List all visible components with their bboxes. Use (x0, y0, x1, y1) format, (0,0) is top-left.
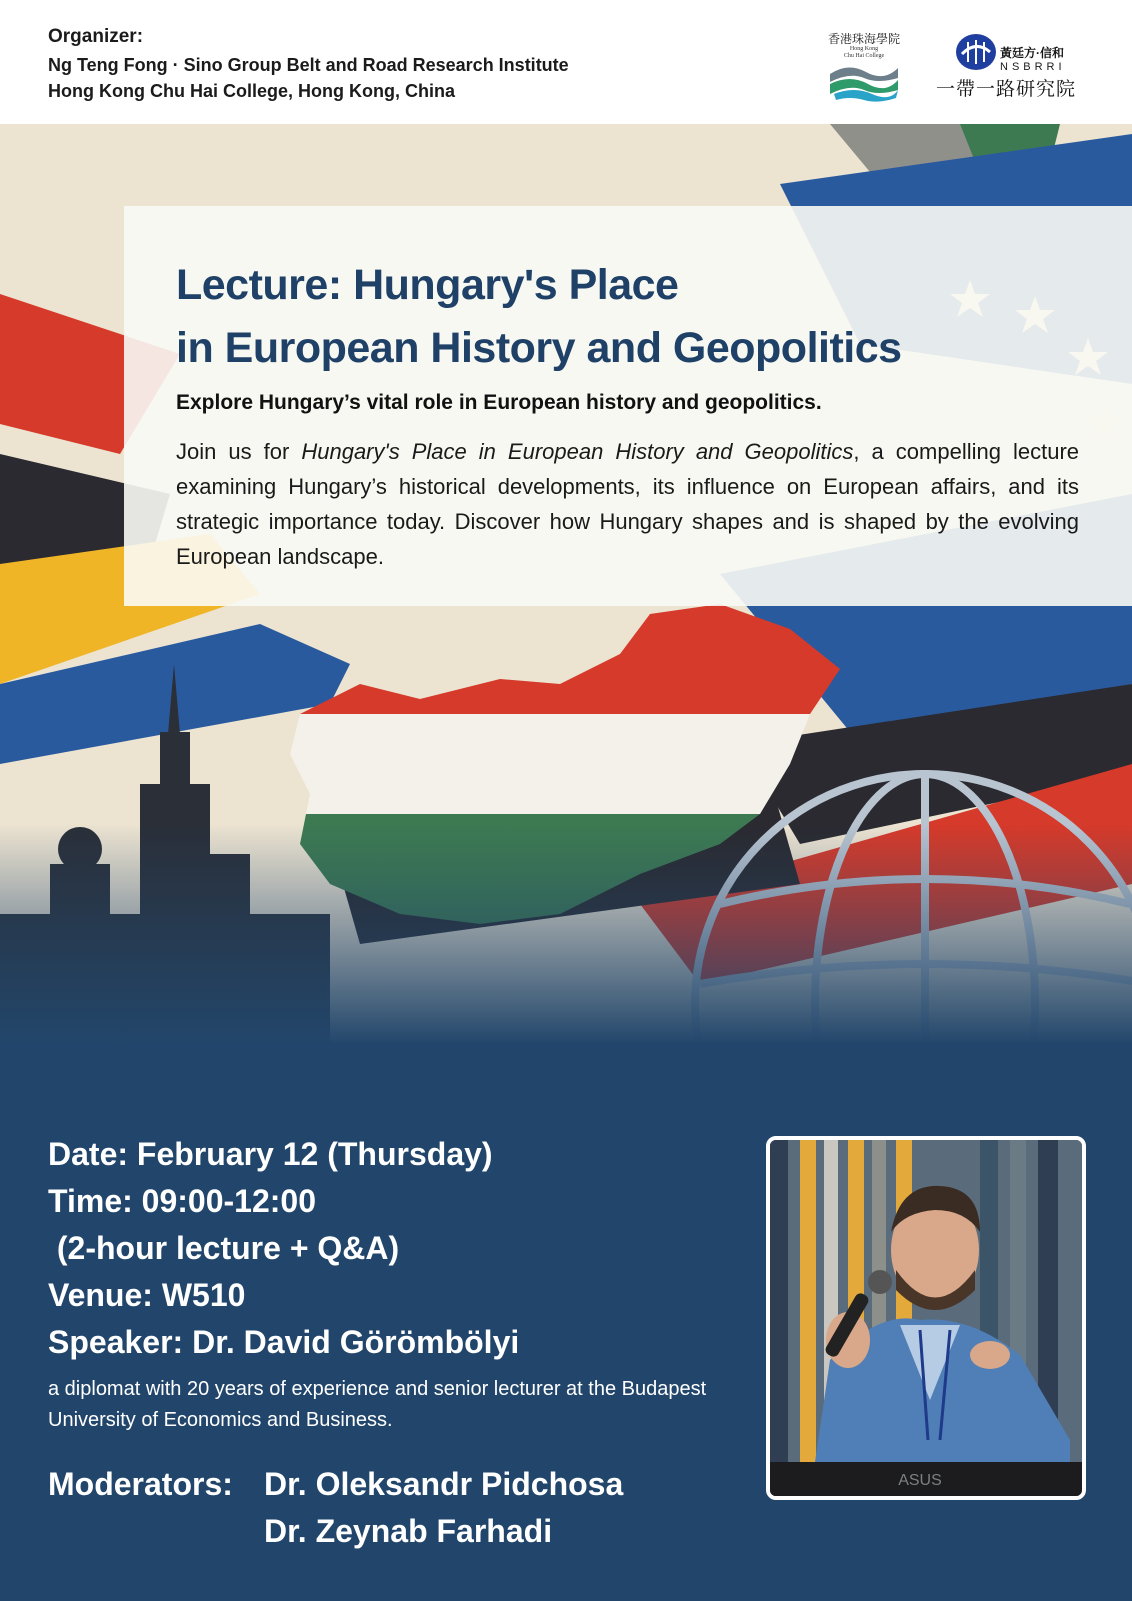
nsbrri-logo-chinese-2: 一帶一路研究院 (936, 78, 1077, 100)
laptop-brand: ASUS (898, 1472, 942, 1489)
chu-hai-college-logo (818, 28, 910, 104)
organizer-college: Hong Kong Chu Hai College, Hong Kong, China (48, 81, 455, 101)
event-venue: Venue: W510 (48, 1277, 246, 1313)
title-line-2: in European History and Geopolitics (176, 324, 902, 372)
nsbrri-logo (936, 30, 1106, 102)
chu-hai-logo-chinese: 香港珠海學院 (827, 32, 900, 46)
event-time: Time: 09:00-12:00 (48, 1183, 316, 1219)
moderator-1: Dr. Oleksandr Pidchosa (264, 1466, 624, 1502)
nsbrri-emblem-icon (954, 32, 998, 72)
event-speaker: Speaker: Dr. David Görömbölyi (48, 1324, 520, 1360)
speaker-bio: a diplomat with 20 years of experience and senior lecturer at the Budapest University of Economics and Business. (48, 1378, 707, 1431)
chu-hai-logo-english-1: Hong Kong (849, 46, 879, 52)
wave-emblem-icon (828, 62, 900, 102)
desc-intro: Join us for (176, 439, 302, 464)
header (0, 0, 1132, 124)
title-line-1: Lecture: Hungary's Place (176, 261, 679, 309)
lecture-description (176, 434, 1079, 574)
event-time-note: (2-hour lecture + Q&A) (48, 1230, 400, 1266)
organizer-institute: Ng Teng Fong · Sino Group Belt and Road Research Institute (48, 55, 569, 75)
lecture-subtitle: Explore Hungary’s vital role in European history and geopolitics. (176, 391, 822, 414)
nsbrri-logo-english: NSBRRI (1000, 61, 1066, 73)
desc-title: Hungary's Place in European History and Geopolitics (301, 439, 854, 464)
chu-hai-logo-english-2: Chu Hai College (843, 53, 885, 59)
moderator-2: Dr. Zeynab Farhadi (264, 1513, 553, 1549)
speaker-portrait (770, 1140, 1082, 1496)
event-date: Date: February 12 (Thursday) (48, 1136, 493, 1172)
nsbrri-logo-chinese-1: 黃廷方·信和 (1000, 46, 1064, 60)
moderators-label: Moderators: (48, 1466, 233, 1502)
speaker-photo (766, 1136, 1086, 1500)
desc-rest: , a compelling lecture examining Hungary’s historical developments, its influence on European affairs, and its strategic importance today. Discover how Hungary shapes and is shaped by the evolving European landscape. (176, 439, 1080, 569)
lecture-title (176, 254, 1076, 380)
organizer-label: Organizer: (48, 26, 144, 47)
